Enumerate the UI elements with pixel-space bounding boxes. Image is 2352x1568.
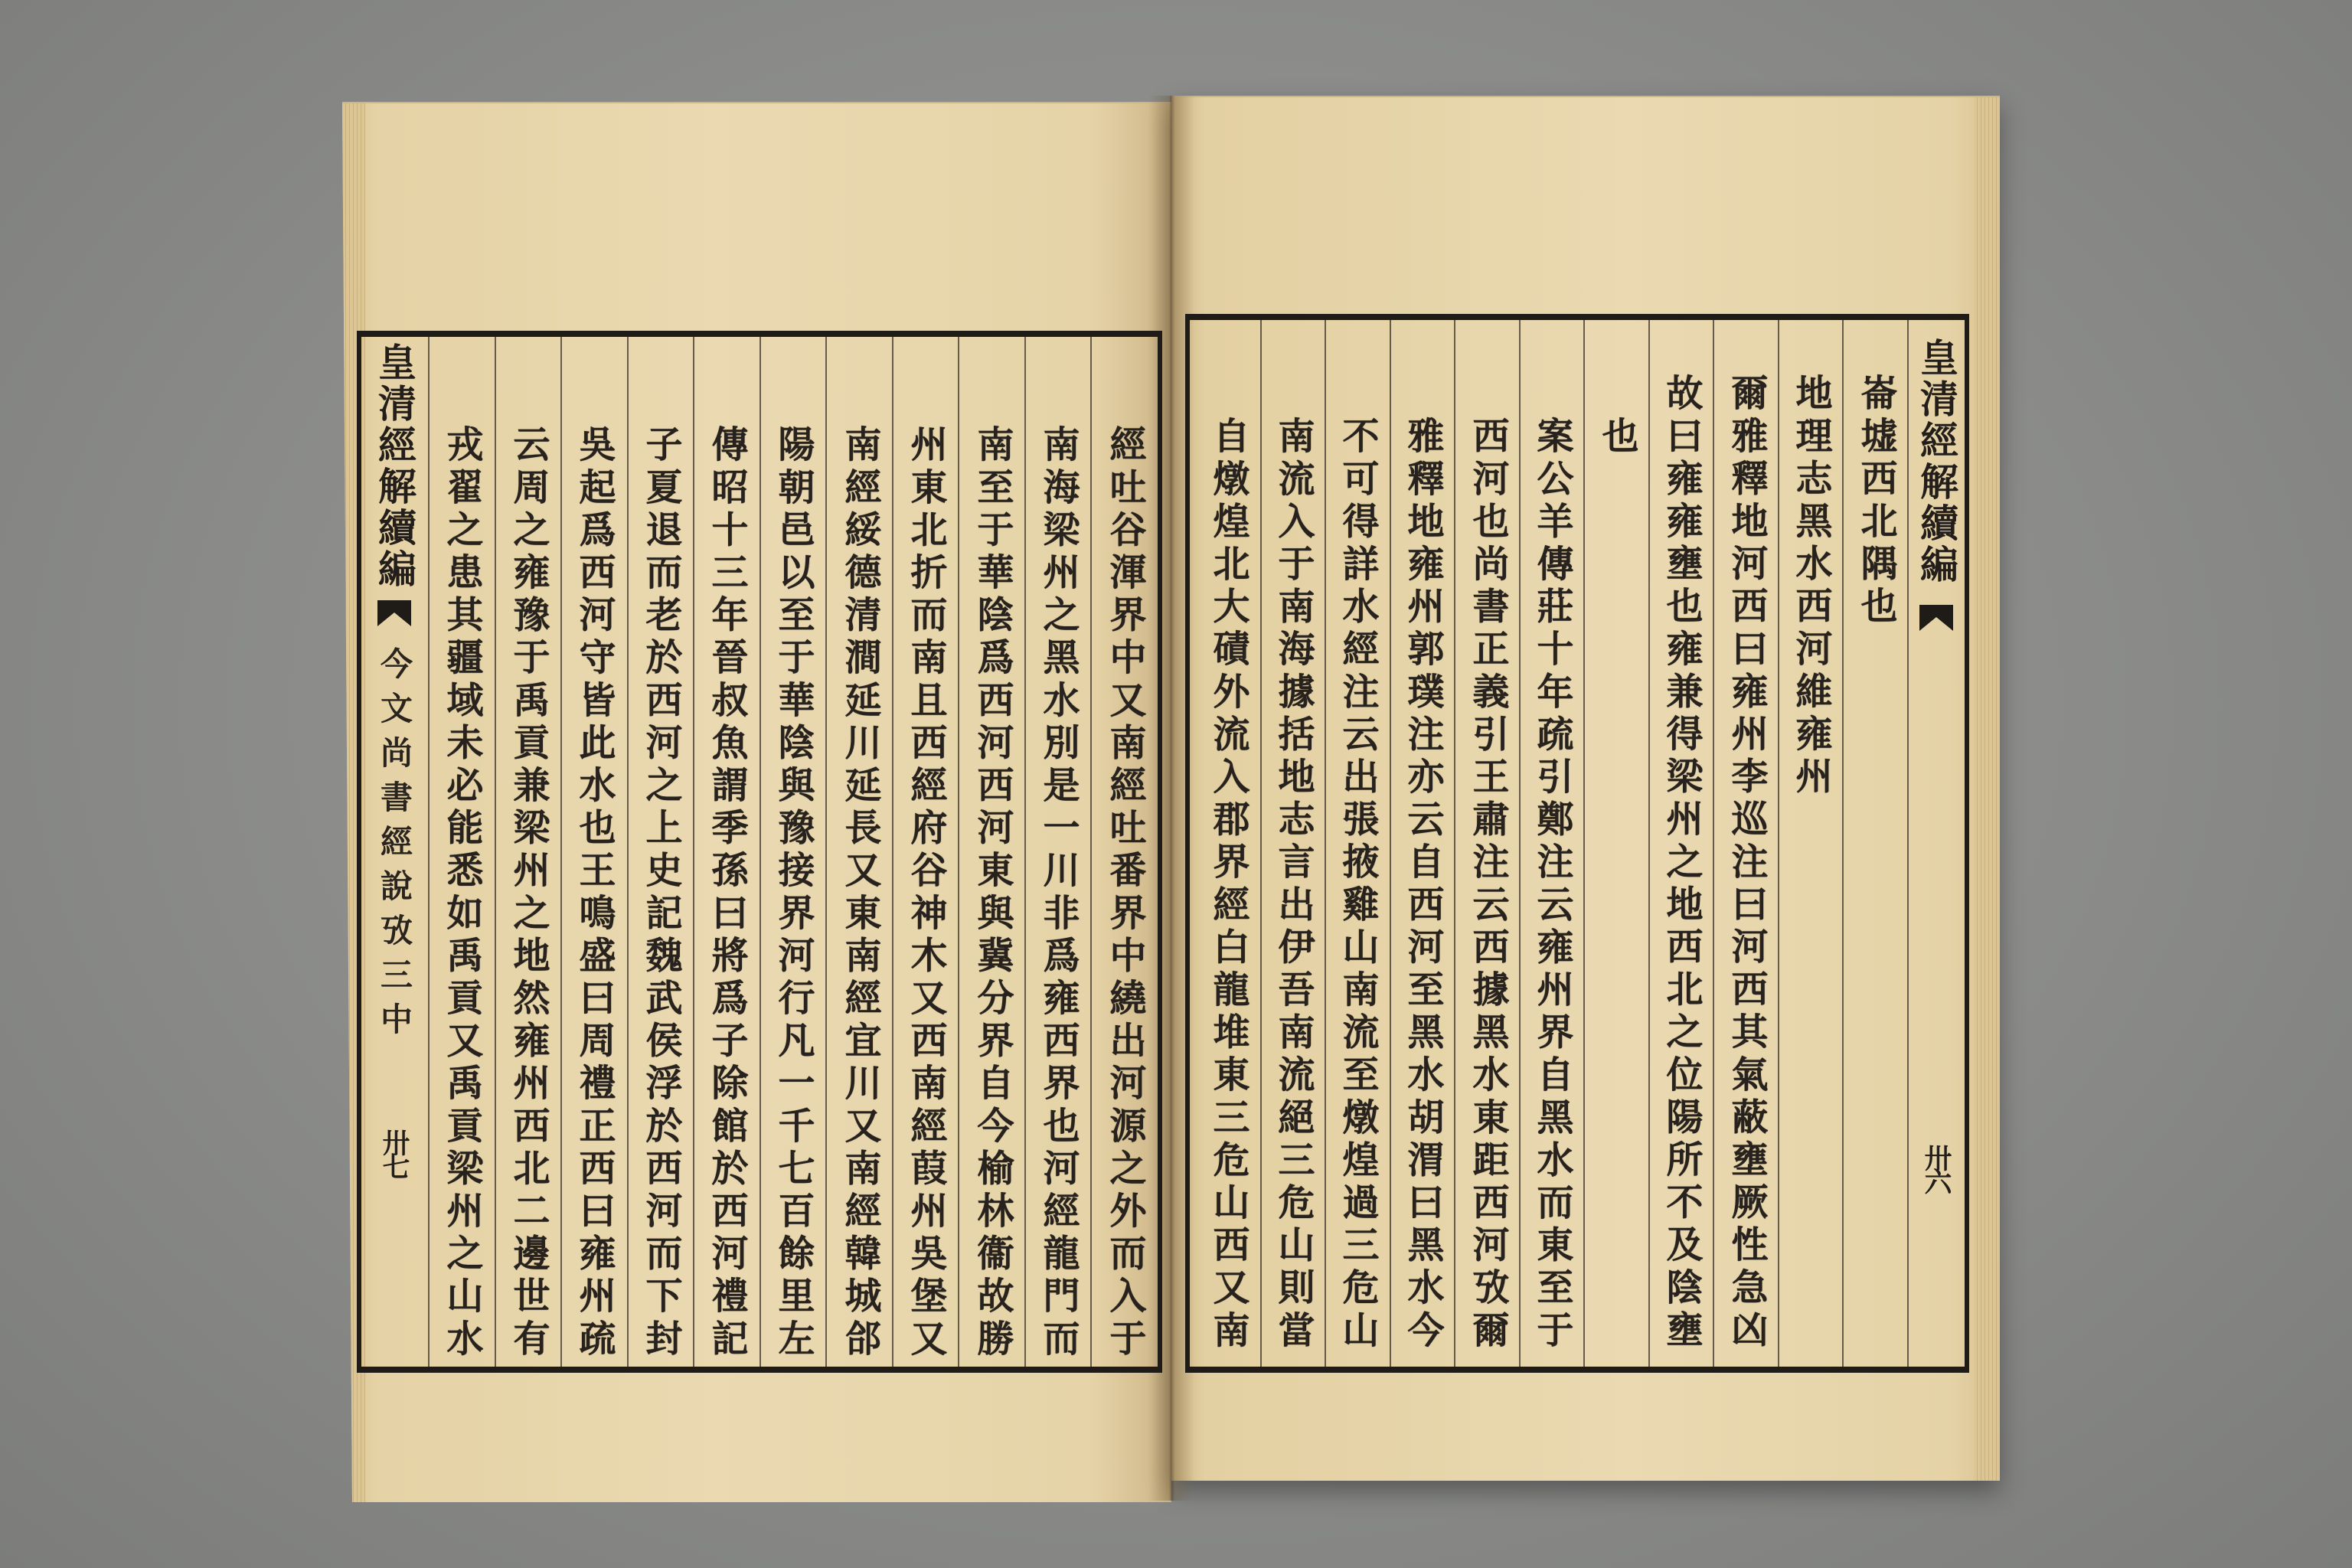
left-margin-section-title: 今文尚書經說攷三中 [376,647,413,1047]
column-rule [1090,337,1092,1367]
text-column: 雅釋地雍州郭璞注亦云自西河至黑水胡渭曰黑水今 [1401,416,1444,1354]
text-column: 爾雅釋地河西曰雍州李巡注曰河西其氣蔽壅厥性急凶 [1725,374,1768,1353]
column-rule [1778,320,1779,1367]
text-column: 戎翟之患其疆域未必能悉如禹貢又禹貢梁州之山水 [440,425,483,1362]
text-column: 陽朝邑以至于華陰與豫接界河行凡一千七百餘里左 [772,425,815,1362]
text-column: 故曰雍雍壅也雍兼得梁州之地西北之位陽所不及陰壅 [1660,374,1703,1353]
column-rule [1024,337,1026,1367]
text-column: 傳昭十三年晉叔魚謂季孫曰將爲子除館於西河禮記 [705,425,748,1362]
column-rule [693,337,694,1367]
text-column: 崙墟西北隅也 [1854,374,1897,629]
left-page-number: 卅七 [378,1129,410,1176]
column-rule [760,337,761,1367]
text-column: 南海梁州之黑水別是一川非爲雍西界也河經龍門而 [1037,425,1080,1362]
column-rule [1713,320,1714,1367]
text-column: 不可得詳水經注云出張掖雞山南流至燉煌過三危山 [1336,416,1379,1354]
column-rule [1454,320,1455,1367]
text-column: 州東北折而南且西經府谷神木又西南經葭州吳堡又 [904,425,947,1362]
column-rule [958,337,959,1367]
text-column: 南至于華陰爲西河西河東與冀分界自今榆林衞故勝 [971,425,1014,1362]
column-rule [892,337,893,1367]
text-column: 子夏退而老於西河之上史記魏武侯浮於西河而下封 [639,425,682,1362]
column-rule [1390,320,1391,1367]
column-rule [1842,320,1844,1367]
column-rule [560,337,562,1367]
column-rule [1260,320,1262,1367]
text-column: 經吐谷渾界中又南經吐番界中繞出河源之外而入于 [1103,425,1146,1362]
column-rule [1519,320,1521,1367]
text-column: 云周之雍豫于禹貢兼梁州之地然雍州西北二邊世有 [507,425,550,1362]
column-rule [1907,320,1909,1367]
column-rule [428,337,430,1367]
column-rule [1325,320,1326,1367]
right-margin-book-title: 皇清經解續編 [1914,338,1959,586]
text-column: 地理志黑水西河維雍州 [1789,374,1832,799]
fish-tail-mark [1916,605,1956,634]
column-rule [627,337,629,1367]
text-column: 自燉煌北大磧外流入郡界經白龍堆東三危山西又南 [1207,416,1250,1354]
column-rule [1648,320,1650,1367]
column-rule [495,337,496,1367]
column-rule [825,337,827,1367]
text-column: 案公羊傳莊十年疏引鄭注云雍州界自黑水而東至于 [1530,416,1573,1354]
fish-tail-mark [374,600,414,629]
text-column: 也 [1596,416,1638,459]
text-column: 西河也尚書正義引王肅注云西據黑水東距西河攷爾 [1466,416,1509,1354]
column-rule [1583,320,1585,1367]
right-page-number: 卅六 [1920,1144,1952,1191]
text-column: 南流入于南海據括地志言出伊吾南流絕三危山則當 [1272,416,1315,1354]
text-column: 南經綏德清澗延川延長又東南經宜川又南經韓城郃 [838,425,881,1362]
text-column: 吳起爲西河守皆此水也王鳴盛曰周禮正西曰雍州疏 [573,425,616,1362]
left-margin-book-title: 皇清經解續編 [372,342,417,590]
page-edge-stack [1974,97,2000,1481]
